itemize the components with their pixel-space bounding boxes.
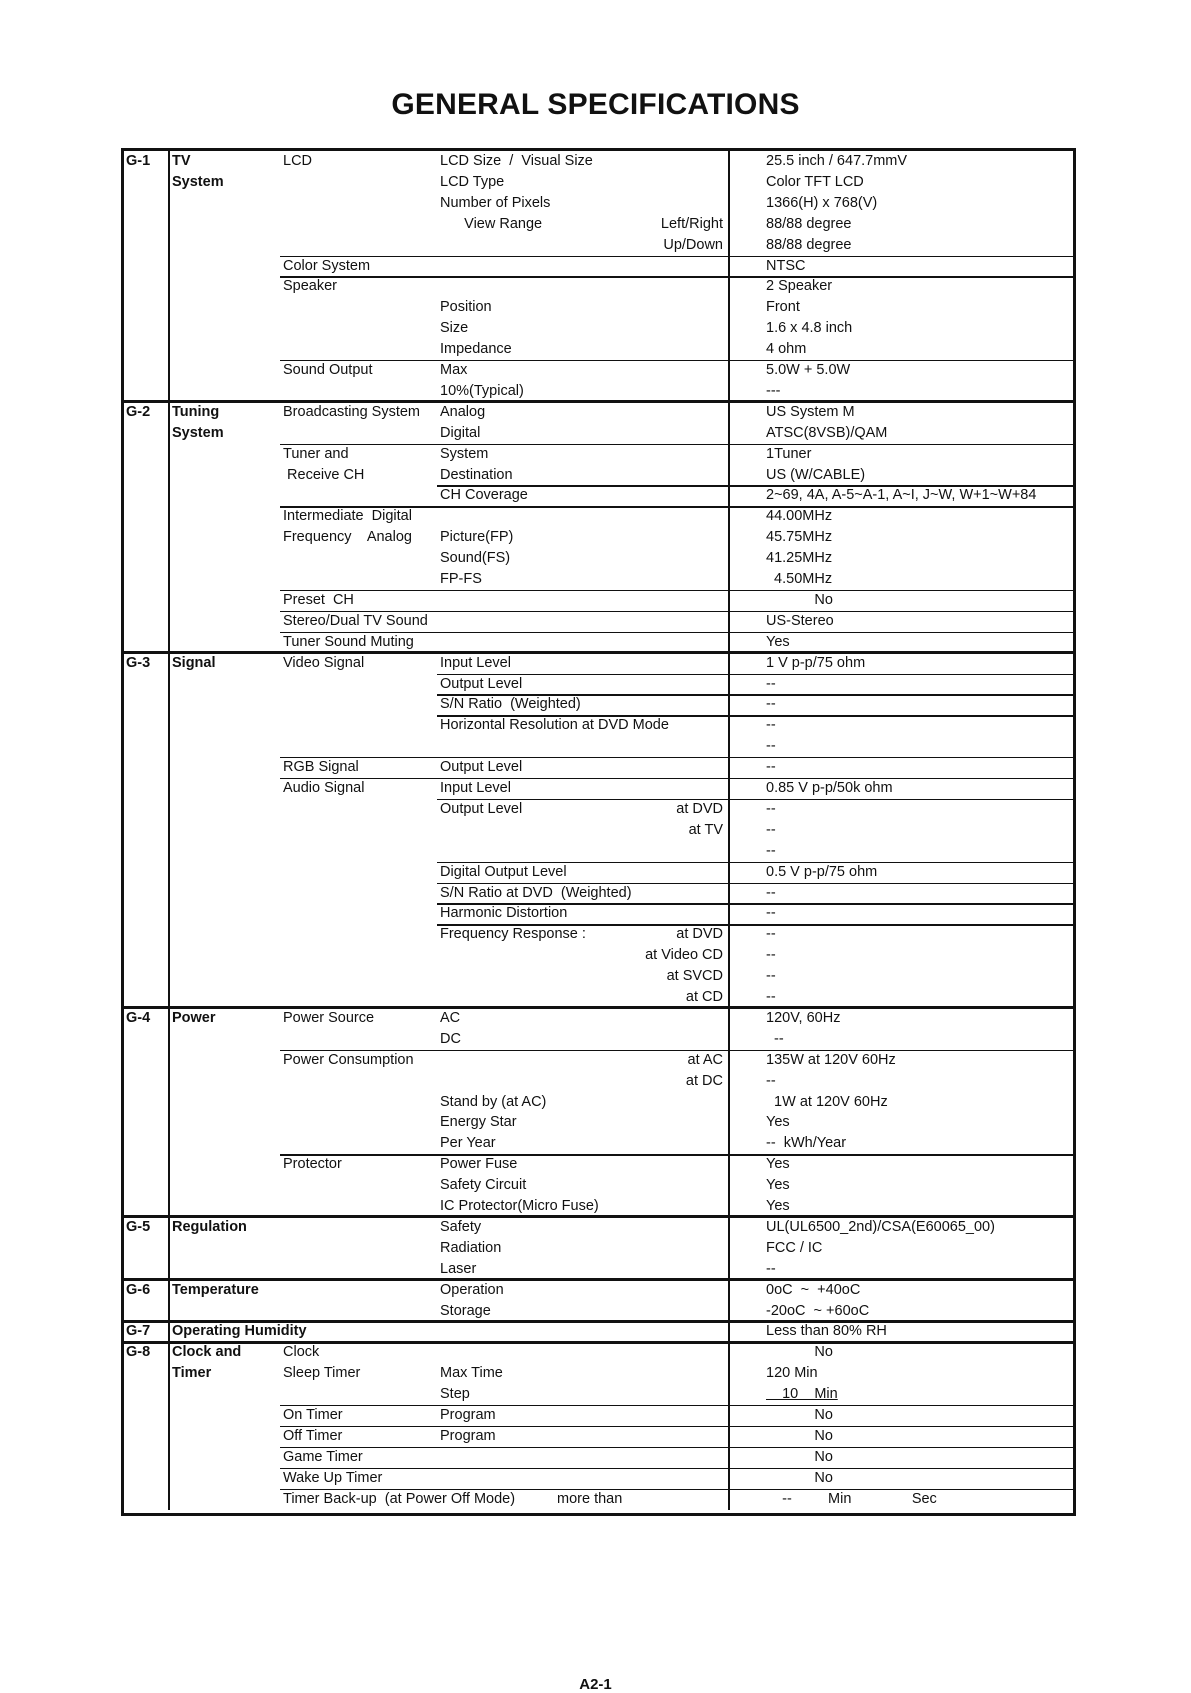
spec-value: -- bbox=[766, 926, 776, 943]
spec-value: 5.0W + 5.0W bbox=[766, 362, 851, 378]
spec-subitem: Storage bbox=[440, 1302, 491, 1319]
spec-subitem: FP-FS bbox=[440, 571, 482, 587]
spec-value: Yes bbox=[766, 1198, 790, 1214]
spec-item: Sound Output bbox=[283, 362, 373, 378]
spec-subitem: Safety bbox=[440, 1218, 482, 1235]
row-divider bbox=[280, 256, 1076, 257]
spec-value: Front bbox=[766, 299, 800, 316]
spec-item: RGB Signal bbox=[283, 759, 359, 776]
spec-value: -- bbox=[766, 675, 776, 692]
row-divider bbox=[280, 276, 1076, 277]
spec-item: Timer Back-up (at Power Off Mode) bbox=[283, 1490, 516, 1507]
spec-item: Tuner Sound Muting bbox=[283, 633, 414, 650]
spec-value: -- bbox=[766, 821, 776, 838]
spec-value: ATSC(8VSB)/QAM bbox=[766, 424, 888, 441]
spec-value: -20oC ~ +60oC bbox=[766, 1302, 870, 1319]
spec-value: Yes bbox=[766, 633, 790, 650]
spec-condition: at DVD bbox=[676, 926, 723, 943]
spec-value: Yes bbox=[766, 1156, 790, 1173]
section-code: G-8 bbox=[126, 1344, 151, 1361]
spec-subitem: Sound(FS) bbox=[440, 550, 511, 567]
spec-value: -- bbox=[766, 738, 776, 755]
section-name: Signal bbox=[172, 654, 216, 671]
spec-subitem: Power Fuse bbox=[440, 1156, 518, 1173]
spec-subitem: AC bbox=[440, 1009, 461, 1026]
spec-item: On Timer bbox=[283, 1407, 343, 1423]
spec-value: -- bbox=[766, 759, 776, 776]
spec-subitem: Operation bbox=[440, 1281, 504, 1298]
row-divider bbox=[437, 674, 1076, 675]
section-code: G-3 bbox=[126, 654, 151, 671]
section-code: G-1 bbox=[126, 153, 151, 169]
row-divider bbox=[280, 360, 1076, 361]
spec-subitem: Per Year bbox=[440, 1135, 496, 1152]
spec-value: -- bbox=[766, 800, 776, 817]
spec-value: FCC / IC bbox=[766, 1239, 823, 1256]
spec-value: 88/88 degree bbox=[766, 215, 852, 232]
spec-item: Broadcasting System bbox=[283, 403, 421, 420]
spec-subitem: Stand by (at AC) bbox=[440, 1093, 547, 1110]
spec-value: -- bbox=[766, 1030, 784, 1047]
spec-value: 1W at 120V 60Hz bbox=[766, 1093, 888, 1110]
section-name: Temperature bbox=[172, 1281, 259, 1298]
spec-subitem: Safety Circuit bbox=[440, 1177, 527, 1194]
spec-qualifier: more than bbox=[557, 1490, 623, 1507]
spec-item: Game Timer bbox=[283, 1448, 363, 1465]
spec-value: No bbox=[766, 591, 833, 608]
spec-item: Wake Up Timer bbox=[283, 1469, 383, 1486]
spec-value: 45.75MHz bbox=[766, 529, 833, 546]
section-name: Clock and Timer bbox=[172, 1344, 242, 1382]
spec-item: Video Signal bbox=[283, 654, 365, 671]
spec-value: 1.6 x 4.8 inch bbox=[766, 320, 853, 337]
spec-value: 1Tuner bbox=[766, 445, 812, 462]
spec-value: Color TFT LCD bbox=[766, 173, 864, 190]
spec-subitem: IC Protector(Micro Fuse) bbox=[440, 1198, 599, 1214]
spec-value: --- bbox=[766, 382, 781, 399]
spec-value: 88/88 degree bbox=[766, 236, 852, 253]
spec-condition: Up/Down bbox=[663, 236, 723, 253]
spec-value: UL(UL6500_2nd)/CSA(E60065_00) bbox=[766, 1218, 995, 1235]
spec-condition: at AC bbox=[687, 1051, 723, 1068]
spec-value: 120V, 60Hz bbox=[766, 1009, 841, 1026]
spec-value: Less than 80% RH bbox=[766, 1323, 887, 1340]
spec-value: No bbox=[766, 1407, 833, 1423]
spec-item: Protector bbox=[283, 1156, 342, 1173]
spec-subitem: CH Coverage bbox=[440, 487, 528, 504]
spec-subitem: Max bbox=[440, 362, 468, 378]
spec-item: Intermediate Digital bbox=[283, 508, 412, 525]
section-divider bbox=[121, 1006, 1076, 1009]
spec-subitem: Horizontal Resolution at DVD Mode bbox=[440, 717, 669, 734]
spec-subitem: View Range bbox=[440, 215, 543, 232]
section-name: Tuning System bbox=[172, 403, 224, 441]
spec-value: 2 Speaker bbox=[766, 278, 833, 295]
spec-subitem: Step bbox=[440, 1386, 470, 1403]
section-name: TV System bbox=[172, 153, 224, 190]
spec-value: 4 ohm bbox=[766, 341, 807, 358]
spec-value: -- bbox=[766, 1072, 776, 1089]
spec-condition: at TV bbox=[688, 821, 723, 838]
spec-condition: at CD bbox=[685, 989, 723, 1005]
spec-subitem: Position bbox=[440, 299, 492, 316]
spec-subitem: Input Level bbox=[440, 780, 511, 796]
spec-item: Audio Signal bbox=[283, 780, 365, 796]
spec-item: Preset CH bbox=[283, 591, 354, 608]
section-name: Power bbox=[172, 1009, 216, 1026]
spec-item: Clock bbox=[283, 1344, 320, 1361]
spec-condition: at DVD bbox=[676, 800, 723, 817]
spec-subitem: Energy Star bbox=[440, 1114, 517, 1131]
section-name: Operating Humidity bbox=[172, 1323, 307, 1340]
spec-item: Color System bbox=[283, 257, 371, 274]
spec-subitem: Number of Pixels bbox=[440, 194, 551, 211]
spec-item: LCD bbox=[283, 153, 313, 169]
spec-item: Sleep Timer bbox=[283, 1365, 361, 1382]
spec-subitem: Frequency Response : bbox=[440, 926, 586, 943]
spec-value: Yes bbox=[766, 1177, 790, 1194]
row-divider bbox=[280, 757, 1076, 758]
spec-value: 41.25MHz bbox=[766, 550, 833, 567]
spec-value: No bbox=[766, 1344, 833, 1361]
spec-value: 120 Min bbox=[766, 1365, 818, 1382]
row-divider bbox=[280, 1154, 1076, 1155]
row-divider bbox=[280, 1426, 1076, 1427]
spec-subitem: Picture(FP) bbox=[440, 529, 514, 546]
spec-value: 10 Min bbox=[766, 1386, 838, 1403]
spec-subitem: Output Level bbox=[440, 675, 523, 692]
spec-item: Off Timer bbox=[283, 1427, 343, 1444]
spec-value: No bbox=[766, 1448, 833, 1465]
spec-value: -- bbox=[766, 947, 776, 964]
spec-item: Power Source bbox=[283, 1009, 375, 1026]
spec-subitem: Max Time bbox=[440, 1365, 503, 1382]
spec-subitem: DC bbox=[440, 1030, 461, 1047]
spec-table-frame bbox=[121, 148, 1076, 1516]
spec-item: Power Consumption bbox=[283, 1051, 414, 1068]
spec-subitem: Digital Output Level bbox=[440, 863, 567, 880]
row-divider bbox=[280, 778, 1076, 779]
row-divider bbox=[280, 590, 1076, 591]
spec-value: US-Stereo bbox=[766, 612, 834, 629]
spec-value: Yes bbox=[766, 1114, 790, 1131]
spec-subitem: Output Level bbox=[440, 759, 523, 776]
spec-condition: Left/Right bbox=[660, 215, 723, 232]
spec-value: 44.00MHz bbox=[766, 508, 833, 525]
row-divider bbox=[280, 444, 1076, 445]
spec-subitem: Output Level bbox=[440, 800, 523, 817]
spec-subitem: Program bbox=[440, 1427, 496, 1444]
section-divider bbox=[121, 1278, 1076, 1281]
spec-subitem: LCD Type bbox=[440, 173, 505, 190]
spec-subitem: Radiation bbox=[440, 1239, 502, 1256]
column-divider bbox=[728, 151, 730, 1510]
section-divider bbox=[121, 651, 1076, 654]
spec-value: US System M bbox=[766, 403, 855, 420]
spec-subitem: System bbox=[440, 445, 489, 462]
spec-value: 1366(H) x 768(V) bbox=[766, 194, 878, 211]
spec-item: Tuner and bbox=[283, 445, 349, 462]
section-code: G-4 bbox=[126, 1009, 151, 1026]
row-divider bbox=[280, 1447, 1076, 1448]
spec-value: -- bbox=[766, 842, 776, 859]
spec-value: -- bbox=[766, 717, 776, 734]
spec-condition: at SVCD bbox=[666, 968, 723, 985]
spec-subitem: Input Level bbox=[440, 654, 511, 671]
spec-subitem: 10%(Typical) bbox=[440, 382, 524, 399]
spec-subitem: LCD Size / Visual Size bbox=[440, 153, 593, 169]
spec-value: US (W/CABLE) bbox=[766, 466, 866, 483]
spec-value: 1 V p-p/75 ohm bbox=[766, 654, 866, 671]
spec-subitem: Impedance bbox=[440, 341, 512, 358]
spec-value: No bbox=[766, 1427, 833, 1444]
row-divider bbox=[280, 1405, 1076, 1406]
spec-value: 135W at 120V 60Hz bbox=[766, 1051, 896, 1068]
spec-value: -- kWh/Year bbox=[766, 1135, 847, 1152]
section-code: G-6 bbox=[126, 1281, 151, 1298]
row-divider bbox=[437, 799, 1076, 800]
section-name: Regulation bbox=[172, 1218, 247, 1235]
spec-value: 4.50MHz bbox=[766, 571, 833, 587]
section-divider bbox=[121, 400, 1076, 403]
spec-subitem: Digital bbox=[440, 424, 481, 441]
spec-item: Frequency Analog bbox=[283, 529, 412, 546]
spec-value: 0oC ~ +40oC bbox=[766, 1281, 861, 1298]
spec-value: -- bbox=[766, 696, 776, 713]
spec-value: -- bbox=[766, 989, 776, 1005]
row-divider bbox=[280, 1468, 1076, 1469]
spec-value: No bbox=[766, 1469, 833, 1486]
spec-subitem: Laser bbox=[440, 1260, 477, 1277]
spec-subitem: Program bbox=[440, 1407, 496, 1423]
spec-subitem: S/N Ratio at DVD (Weighted) bbox=[440, 884, 632, 901]
section-code: G-7 bbox=[126, 1323, 151, 1340]
spec-value: -- Min Sec bbox=[766, 1490, 937, 1507]
spec-value: -- bbox=[766, 905, 776, 922]
spec-item: Stereo/Dual TV Sound bbox=[283, 612, 428, 629]
spec-value: -- bbox=[766, 884, 776, 901]
spec-subitem: S/N Ratio (Weighted) bbox=[440, 696, 581, 713]
column-divider bbox=[168, 151, 170, 1510]
page-number: A2-1 bbox=[579, 1676, 612, 1693]
section-code: G-2 bbox=[126, 403, 151, 420]
spec-subitem: Harmonic Distortion bbox=[440, 905, 568, 922]
page-title: GENERAL SPECIFICATIONS bbox=[391, 88, 800, 121]
spec-value: 2~69, 4A, A-5~A-1, A~I, J~W, W+1~W+84 bbox=[766, 487, 1037, 504]
spec-value: 25.5 inch / 647.7mmV bbox=[766, 153, 908, 169]
section-code: G-5 bbox=[126, 1218, 151, 1235]
spec-value: 0.85 V p-p/50k ohm bbox=[766, 780, 893, 796]
spec-value: NTSC bbox=[766, 257, 806, 274]
spec-item: Speaker bbox=[283, 278, 338, 295]
spec-subitem: Destination bbox=[440, 466, 513, 483]
spec-condition: at DC bbox=[685, 1072, 723, 1089]
spec-value: 0.5 V p-p/75 ohm bbox=[766, 863, 878, 880]
spec-subitem: Size bbox=[440, 320, 469, 337]
spec-subitem: Analog bbox=[440, 403, 486, 420]
spec-condition: at Video CD bbox=[645, 947, 723, 964]
spec-value: -- bbox=[766, 1260, 776, 1277]
spec-item: Receive CH bbox=[283, 466, 365, 483]
spec-value: -- bbox=[766, 968, 776, 985]
